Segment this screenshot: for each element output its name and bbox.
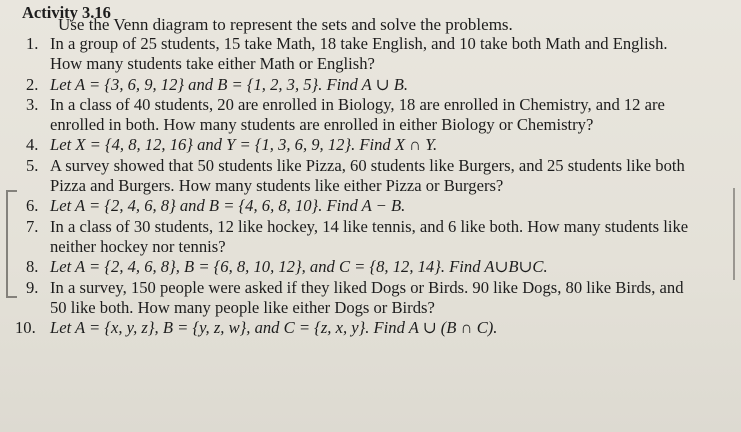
problem-text: Let A = {2, 4, 6, 8} and B = {4, 6, 8, 10}. Find A − B.: [50, 196, 406, 216]
problem-item: [0, 75, 741, 95]
problem-text: In a survey, 150 people were asked if they liked Dogs or Birds. 90 like Dogs, 80 like Birds, and 50 like both. How many people like either Dogs or Birds?: [50, 277, 684, 317]
problem-number: 4.: [26, 135, 39, 155]
problem-number: 2.: [26, 74, 39, 94]
problem-item: [0, 156, 741, 197]
problem-item: [0, 95, 741, 136]
problem-number: 3.: [26, 94, 39, 114]
problem-number: 10.: [15, 318, 36, 338]
problem-number: 6.: [26, 196, 39, 216]
problem-number: 7.: [26, 216, 39, 236]
problem-text: In a class of 40 students, 20 are enrolled in Biology, 18 are enrolled in Chemistry, and 12 are enrolled in both. How many students are enrolled in either Biology or Chemistry?: [50, 94, 665, 135]
problem-number: 8.: [26, 257, 39, 277]
problem-item: [0, 257, 741, 277]
problem-item: [0, 217, 741, 258]
problem-number: 9.: [26, 277, 39, 297]
problem-text: Let A = {2, 4, 6, 8}, B = {6, 8, 10, 12}, and C = {8, 12, 14}. Find A∪B∪C.: [50, 257, 548, 277]
problem-item: [0, 318, 741, 338]
problem-text: Let A = {x, y, z}, B = {y, z, w}, and C = {z, x, y}. Find A ∪ (B ∩ C).: [50, 318, 498, 338]
activity-instructions: Use the Venn diagram to represent the sets and solve the problems.: [58, 15, 513, 34]
activity-title: Activity 3.16: [22, 3, 111, 22]
problem-number: 1.: [26, 34, 39, 53]
problem-text: Let A = {3, 6, 9, 12} and B = {1, 2, 3, 5}. Find A ∪ B.: [50, 74, 409, 94]
problem-text: In a group of 25 students, 15 take Math, 18 take English, and 10 take both Math and English. How many students take either Math or English?: [50, 34, 668, 74]
problem-list: [0, 34, 741, 338]
problem-item: [0, 135, 741, 155]
problem-item: [0, 196, 741, 216]
problem-number: 5.: [26, 155, 39, 175]
problem-text: A survey showed that 50 students like Pizza, 60 students like Burgers, and 25 students like both Pizza and Burgers. How many students like either Pizza or Burgers?: [50, 155, 685, 196]
problem-text: In a class of 30 students, 12 like hockey, 14 like tennis, and 6 like both. How many students like neither hockey nor tennis?: [50, 216, 689, 256]
problem-item: [0, 34, 741, 75]
problem-text: Let X = {4, 8, 12, 16} and Y = {1, 3, 6, 9, 12}. Find X ∩ Y.: [50, 135, 438, 155]
problem-item: [0, 278, 741, 319]
